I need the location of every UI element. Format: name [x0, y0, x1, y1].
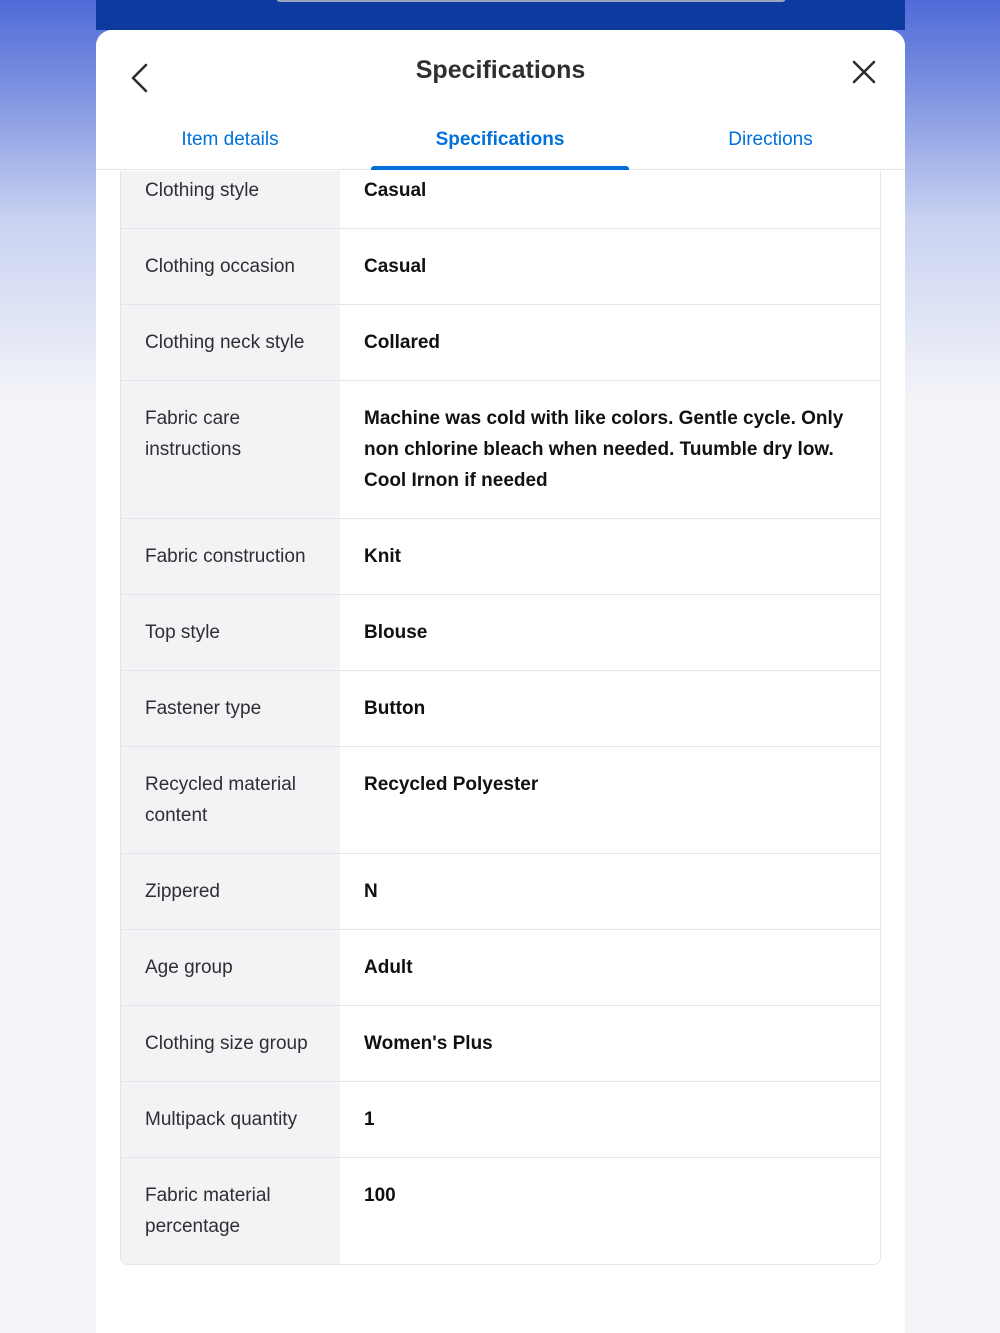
spec-label: Fabric construction — [121, 519, 340, 594]
tab-specifications[interactable]: Specifications — [435, 129, 565, 150]
top-bar — [96, 0, 905, 30]
table-row — [121, 854, 880, 930]
table-row — [121, 1006, 880, 1082]
spec-label: Fabric material percentage — [121, 1158, 340, 1264]
spec-label: Clothing neck style — [121, 305, 340, 380]
table-row — [121, 1158, 880, 1264]
spec-value: Recycled Polyester — [340, 747, 880, 853]
table-row — [121, 595, 880, 671]
specifications-table — [120, 171, 881, 1265]
table-row — [121, 305, 880, 381]
spec-value: Adult — [340, 930, 880, 1005]
spec-label: Clothing occasion — [121, 229, 340, 304]
close-button[interactable] — [846, 54, 882, 90]
table-row — [121, 747, 880, 854]
active-tab-indicator — [371, 166, 629, 170]
spec-value: Blouse — [340, 595, 880, 670]
spec-label: Age group — [121, 930, 340, 1005]
spec-label: Clothing size group — [121, 1006, 340, 1081]
spec-value: 1 — [340, 1082, 880, 1157]
spec-label: Fabric care instructions — [121, 381, 340, 518]
table-row — [121, 1082, 880, 1158]
spec-value: Machine was cold with like colors. Gentle cycle. Only non chlorine bleach when needed. Tuumble dry low. Cool Irnon if needed — [340, 381, 880, 518]
specifications-sheet — [96, 30, 905, 1333]
tab-item-details[interactable]: Item details — [181, 129, 279, 150]
sheet-header — [96, 30, 905, 170]
table-row — [121, 671, 880, 747]
table-row — [121, 381, 880, 519]
spec-label: Multipack quantity — [121, 1082, 340, 1157]
spec-value: Casual — [340, 229, 880, 304]
spec-value: N — [340, 854, 880, 929]
tab-bar — [96, 126, 905, 170]
table-row — [121, 171, 880, 229]
table-row — [121, 519, 880, 595]
tab-directions[interactable]: Directions — [728, 129, 813, 150]
spec-value: Collared — [340, 305, 880, 380]
spec-value: Casual — [340, 171, 880, 228]
spec-label: Top style — [121, 595, 340, 670]
spec-label: Fastener type — [121, 671, 340, 746]
spec-label: Zippered — [121, 854, 340, 929]
spec-value: Button — [340, 671, 880, 746]
spec-value: Knit — [340, 519, 880, 594]
spec-value: 100 — [340, 1158, 880, 1264]
spec-value: Women's Plus — [340, 1006, 880, 1081]
page-title: Specifications — [415, 56, 586, 84]
drag-handle[interactable] — [276, 0, 786, 2]
table-row — [121, 930, 880, 1006]
close-icon — [851, 59, 877, 85]
table-row — [121, 229, 880, 305]
spec-label: Recycled material content — [121, 747, 340, 853]
spec-label: Clothing style — [121, 171, 340, 228]
